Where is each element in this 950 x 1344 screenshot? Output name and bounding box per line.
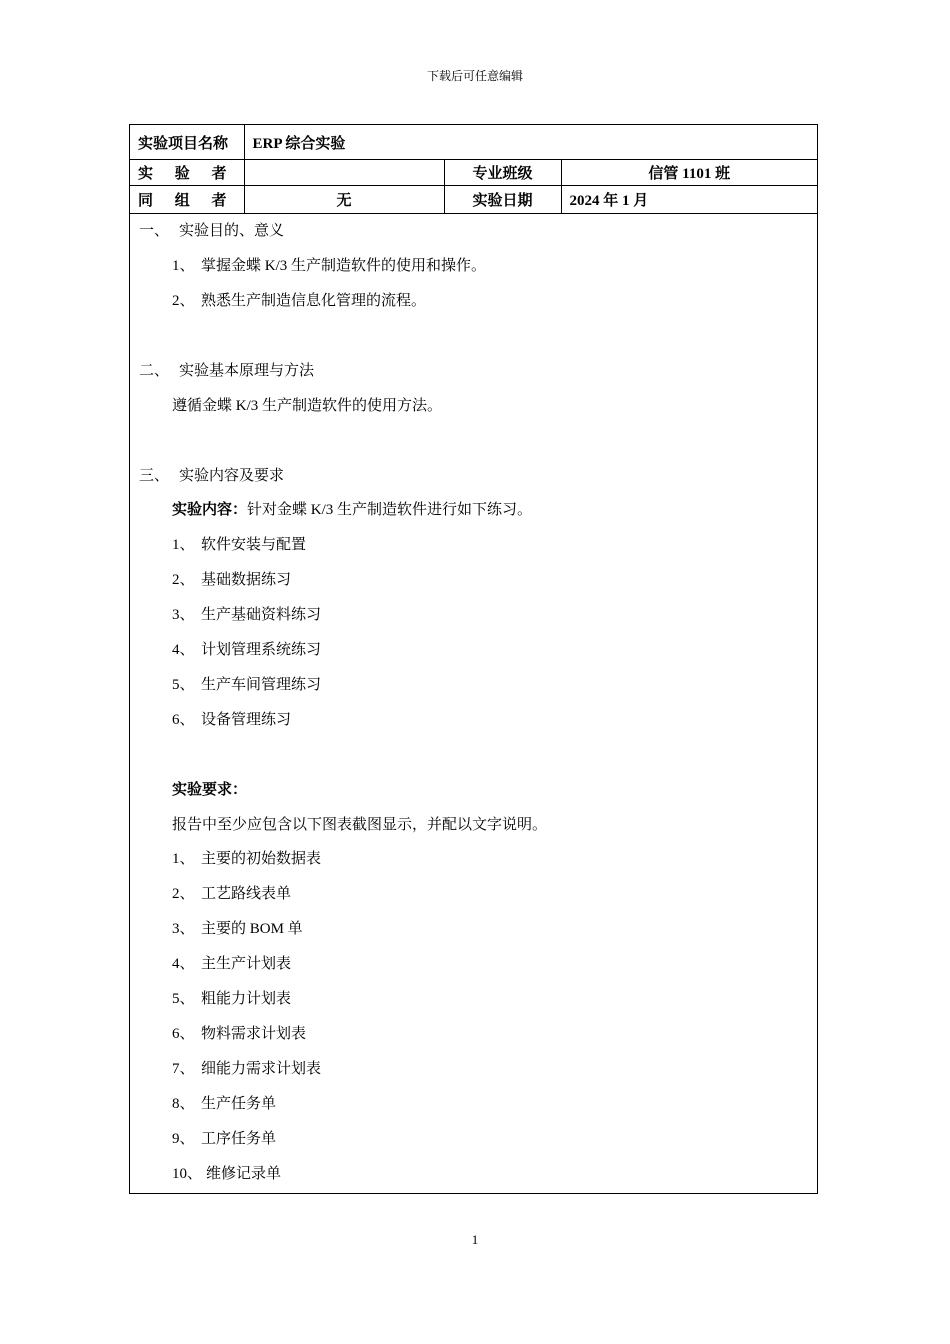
section-principle-heading	[139, 359, 314, 380]
item-number: 6、	[172, 712, 195, 728]
item-number: 1、	[172, 258, 195, 274]
group-row	[130, 186, 817, 214]
item-text: 计划管理系统练习	[201, 642, 322, 658]
item-text: 粗能力计划表	[201, 991, 292, 1007]
list-item	[172, 673, 321, 694]
section-content-heading	[139, 464, 284, 485]
list-item	[172, 1127, 276, 1148]
list-item	[172, 917, 303, 938]
item-number: 4、	[172, 956, 195, 972]
item-number: 10、	[172, 1166, 203, 1182]
item-text: 维修记录单	[206, 1166, 282, 1182]
list-item	[172, 533, 306, 554]
group-value: 无	[244, 186, 444, 214]
date-label: 实验日期	[444, 186, 561, 214]
item-text: 物料需求计划表	[201, 1026, 307, 1042]
section-title: 实验基本原理与方法	[179, 363, 315, 379]
item-number: 1、	[172, 851, 195, 867]
list-item	[172, 1057, 321, 1078]
group-label: 同 组 者	[130, 186, 244, 214]
item-number: 3、	[172, 921, 195, 937]
item-text: 软件安装与配置	[201, 537, 307, 553]
item-text: 基础数据练习	[201, 572, 292, 588]
experimenter-label: 实 验 者	[130, 160, 244, 186]
item-number: 2、	[172, 886, 195, 902]
content-lead-text: 针对金蝶 K/3 生产制造软件进行如下练习。	[247, 502, 533, 518]
item-text: 主生产计划表	[201, 956, 292, 972]
content-lead-label: 实验内容：	[172, 502, 248, 518]
list-item	[172, 603, 321, 624]
item-number: 4、	[172, 642, 195, 658]
item-number: 5、	[172, 991, 195, 1007]
experimenter-value	[244, 160, 444, 186]
item-number: 3、	[172, 607, 195, 623]
item-text: 主要的 BOM 单	[201, 921, 303, 937]
list-item	[172, 882, 291, 903]
project-row	[130, 125, 817, 160]
item-number: 7、	[172, 1061, 195, 1077]
info-table	[130, 125, 817, 214]
experiment-report-form	[129, 124, 818, 1194]
class-value: 信管 1101 班	[561, 160, 817, 186]
item-text: 熟悉生产制造信息化管理的流程。	[201, 293, 427, 309]
class-label: 专业班级	[444, 160, 561, 186]
project-label: 实验项目名称	[130, 125, 244, 160]
section-number: 三、	[139, 468, 170, 484]
page-number: 1	[471, 1232, 479, 1247]
list-item	[172, 1162, 281, 1183]
project-value: ERP 综合实验	[244, 125, 817, 160]
list-item	[172, 1022, 306, 1043]
item-text: 设备管理练习	[201, 712, 292, 728]
item-number: 8、	[172, 1096, 195, 1112]
list-item	[172, 847, 321, 868]
item-number: 2、	[172, 293, 195, 309]
item-number: 1、	[172, 537, 195, 553]
list-item	[172, 987, 291, 1008]
item-text: 生产任务单	[201, 1096, 277, 1112]
experimenter-row	[130, 160, 817, 186]
requirements-label: 实验要求：	[172, 782, 248, 798]
item-text: 生产车间管理练习	[201, 677, 322, 693]
page-header: 下载后可任意编辑	[426, 69, 523, 83]
section-title: 实验内容及要求	[179, 468, 285, 484]
list-item	[172, 952, 291, 973]
section-purpose-heading	[139, 219, 284, 240]
requirements-text: 报告中至少应包含以下图表截图显示，并配以文字说明。	[172, 817, 548, 833]
section-title: 实验目的、意义	[179, 223, 285, 239]
item-text: 主要的初始数据表	[201, 851, 322, 867]
list-item	[172, 708, 291, 729]
item-text: 细能力需求计划表	[201, 1061, 322, 1077]
item-text: 工序任务单	[201, 1131, 277, 1147]
item-number: 2、	[172, 572, 195, 588]
item-number: 9、	[172, 1131, 195, 1147]
item-text: 掌握金蝶 K/3 生产制造软件的使用和操作。	[201, 258, 487, 274]
item-text: 生产基础资料练习	[201, 607, 322, 623]
principle-text: 遵循金蝶 K/3 生产制造软件的使用方法。	[172, 398, 443, 414]
list-item	[172, 289, 426, 310]
item-number: 6、	[172, 1026, 195, 1042]
section-number: 一、	[139, 223, 170, 239]
content-lead	[172, 498, 532, 519]
list-item	[172, 568, 291, 589]
item-text: 工艺路线表单	[201, 886, 292, 902]
date-value: 2024 年 1 月	[561, 186, 817, 214]
item-number: 5、	[172, 677, 195, 693]
list-item	[172, 254, 486, 275]
list-item	[172, 1092, 276, 1113]
section-number: 二、	[139, 363, 170, 379]
list-item	[172, 638, 321, 659]
